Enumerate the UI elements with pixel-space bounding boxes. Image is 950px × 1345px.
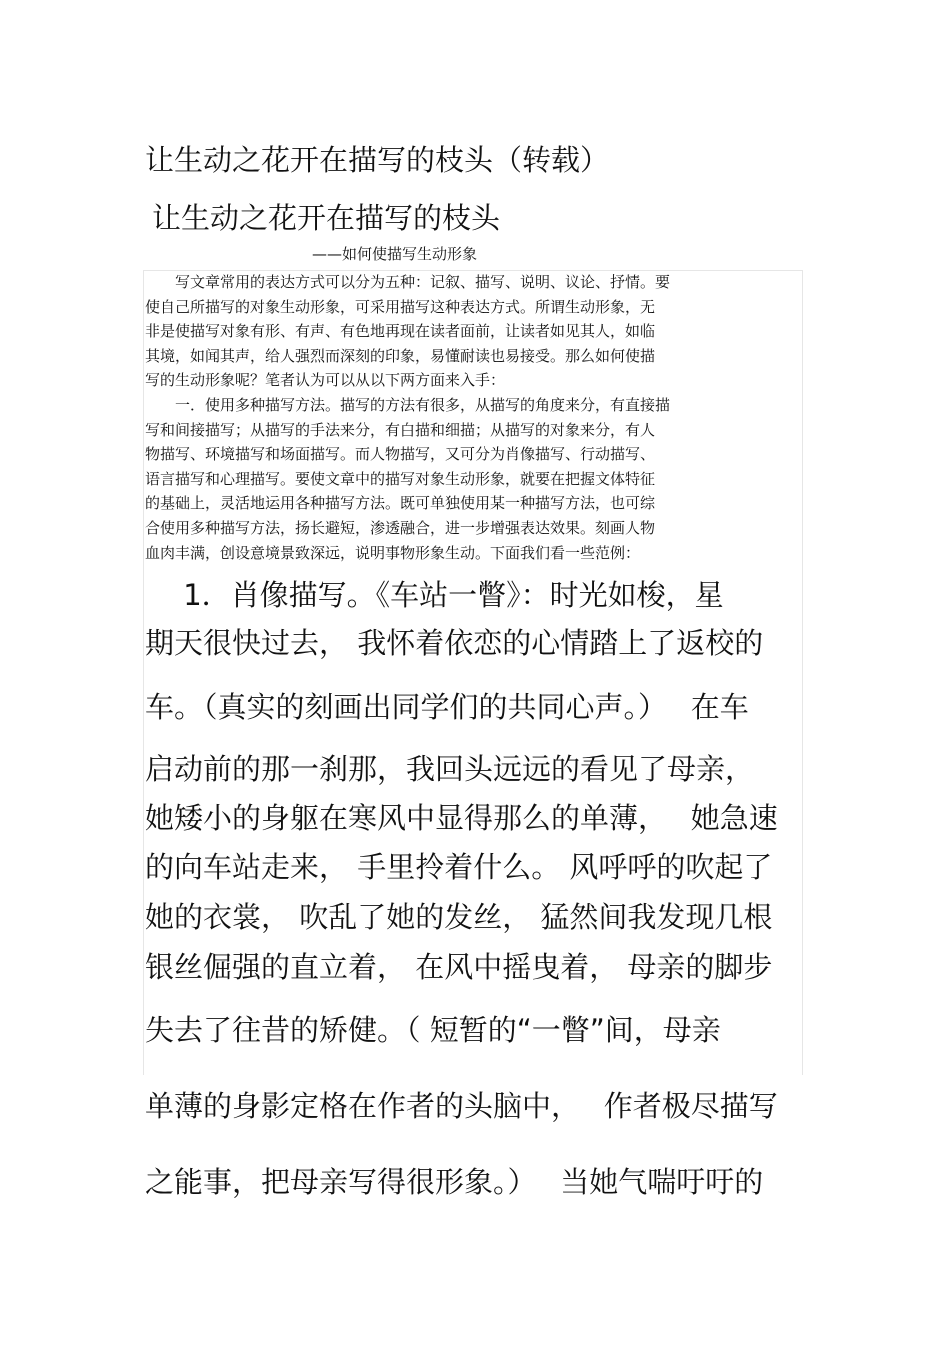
text-line: 的向车站走来， 手里拎着什么。 风呼呼的吹起了 [145,850,773,884]
text-line: 银丝倔强的直立着， 在风中摇曳着， 母亲的脚步 [145,950,773,984]
text-line: 物描写、环境描写和场面描写。而人物描写，又可分为肖像描写、行动描写、 [145,445,656,464]
text-line: 之能事，把母亲写得很形象。） 当她气喘吁吁的 [145,1165,764,1199]
text-line: 单薄的身影定格在作者的头脑中， 作者极尽描写 [145,1089,778,1123]
text-line: 1．肖像描写。《车站一瞥》：时光如梭，星 [145,578,724,612]
text-line: 语言描写和心理描写。要使文章中的描写对象生动形象，就要在把握文体特征 [145,469,656,488]
text-line: 合使用多种描写方法，扬长避短，渗透融合，进一步增强表达效果。刻画人物 [145,518,656,537]
text-line: 血肉丰满，创设意境景致深远，说明事物形象生动。下面我们看一些范例： [145,543,641,562]
document-title: 让生动之花开在描写的枝头（转载） [145,143,610,177]
text-line: 写文章常用的表达方式可以分为五种：记叙、描写、说明、议论、抒情。要 [145,273,671,291]
article-subheading: ——如何使描写生动形象 [312,245,478,263]
text-line: 一．使用多种描写方法。描写的方法有很多，从描写的角度来分，有直接描 [145,395,671,414]
article-heading: 让生动之花开在描写的枝头 [152,201,501,235]
text-line: 使自己所描写的对象生动形象，可采用描写这种表达方式。所谓生动形象，无 [145,297,656,316]
text-line: 写的生动形象呢？笔者认为可以从以下两方面来入手： [145,371,506,390]
intro-paragraphs [145,270,795,565]
text-line: 期天很快过去， 我怀着依恋的心情踏上了返校的 [145,626,764,660]
text-line: 写和间接描写；从描写的手法来分，有白描和细描；从描写的对象来分，有人 [145,420,656,439]
text-line: 她的衣裳， 吹乱了她的发丝， 猛然间我发现几根 [145,900,773,934]
text-line: 车。（真实的刻画出同学们的共同心声。） 在车 [145,690,749,724]
text-line: 非是使描写对象有形、有声、有色地再现在读者面前，让读者如见其人，如临 [145,322,656,341]
text-line: 失去了往昔的矫健。（ 短暂的“一瞥”间，母亲 [145,1013,721,1047]
text-line: 她矮小的身躯在寒风中显得那么的单薄， 她急速 [145,801,778,835]
text-line: 启动前的那一刹那，我回头远远的看见了母亲， [145,752,755,786]
text-line: 其境，如闻其声，给人强烈而深刻的印象，易懂耐读也易接受。那么如何使描 [145,346,656,365]
text-line: 的基础上，灵活地运用各种描写方法。既可单独使用某一种描写方法，也可综 [145,494,656,513]
